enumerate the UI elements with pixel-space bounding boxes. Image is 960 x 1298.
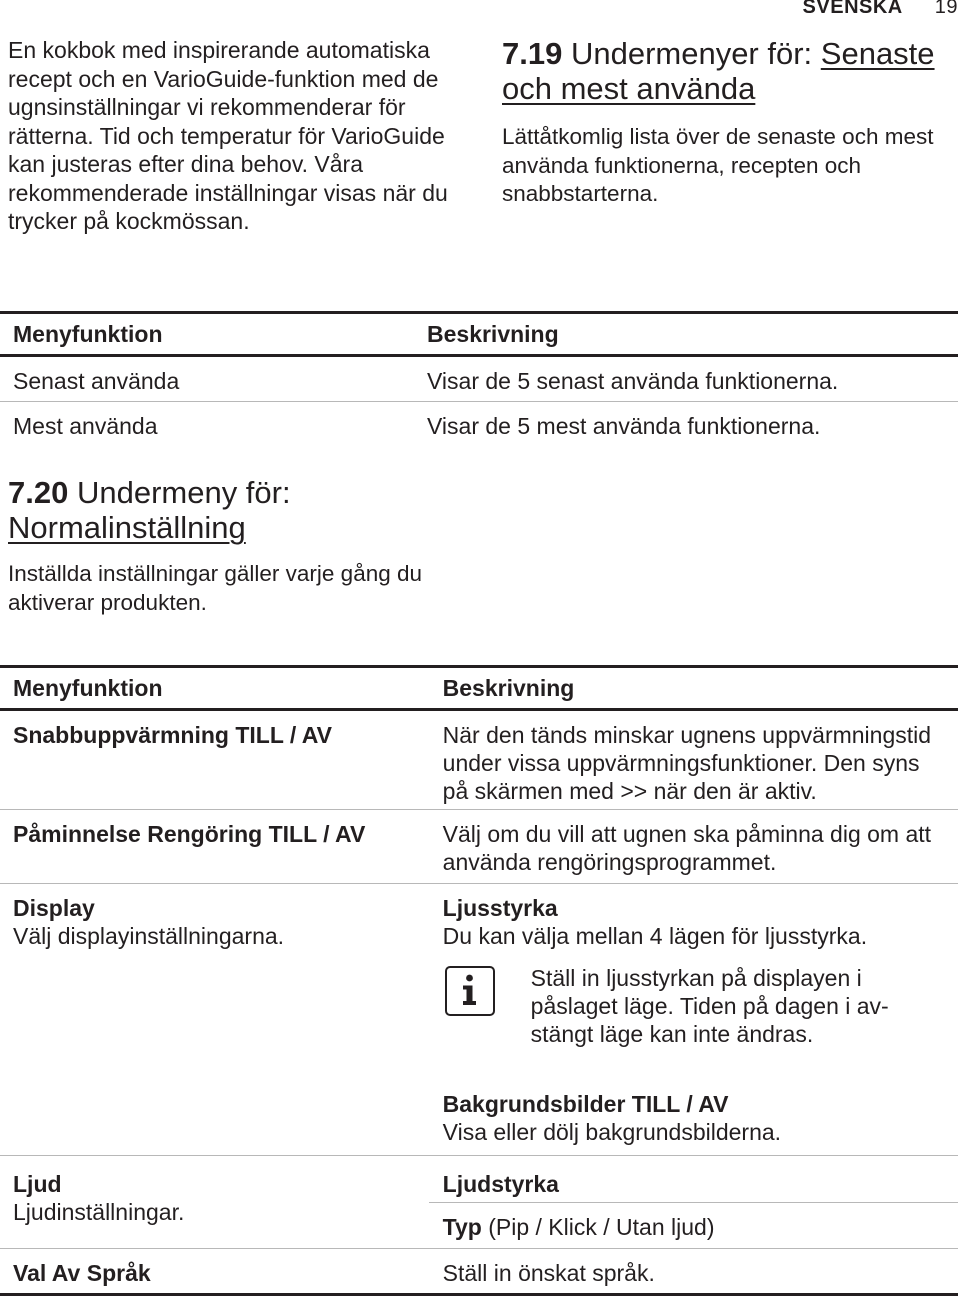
- section-lead-7-19: Lättåtkomlig lista över de senaste och mest använda funktionerna, recepten och snabbstarterna.: [502, 124, 934, 206]
- section-heading-7-20: [8, 475, 468, 545]
- menu-cell: [0, 1156, 429, 1249]
- menu-item-title: Ljud: [13, 1171, 62, 1197]
- table-header-row: [0, 667, 958, 710]
- submenu-table-recent: [0, 311, 958, 448]
- menu-item-description: Ljudinställningar.: [13, 1199, 185, 1225]
- description-cell: Välj om du vill att ugnen ska påminna dig om att använda rengöringsprogrammet.: [429, 810, 958, 884]
- description-cell: [429, 884, 958, 1156]
- section-number: 7.19: [502, 36, 563, 71]
- table-header-row: [0, 313, 958, 356]
- table-row: [0, 356, 958, 402]
- section-title-text: Undermeny för:: [68, 475, 291, 510]
- column-header-description: Beskrivning: [429, 667, 958, 710]
- intro-paragraph: En kokbok med inspirerande automatiska recept och en VarioGuide-funktion med de ugnsinställningar vi rekommenderar för rätterna. Tid och temperatur för VarioGuide kan justeras efter dina behov. Våra rekommenderade inställningar visas när du trycker på kockmössan.: [8, 37, 448, 234]
- menu-cell: Påminnelse Rengöring TILL / AV: [0, 810, 429, 884]
- column-header-menu: Menyfunktion: [0, 313, 413, 356]
- menu-cell: Val Av Språk: [0, 1249, 429, 1295]
- section-number: 7.20: [8, 475, 69, 510]
- section-heading-7-19: [502, 36, 958, 106]
- note-text: Ställ in ljusstyrkan på displayen i påslaget läge. Tiden på dagen i av-stängt läge kan inte ändras.: [530, 965, 889, 1047]
- info-icon: [445, 966, 495, 1016]
- table-row: [0, 402, 958, 448]
- option-title: Ljusstyrka: [442, 895, 558, 921]
- description-cell: När den tänds minskar ugnens uppvärmningstid under vissa uppvärmningsfunktioner. Den syns på skärmen med >> när den är aktiv.: [429, 710, 958, 810]
- table-row: [0, 1249, 958, 1295]
- table-row: [0, 884, 958, 1156]
- option-values: (Pip / Klick / Utan ljud): [481, 1214, 715, 1240]
- option-description: Du kan välja mellan 4 lägen för ljusstyrka.: [442, 923, 868, 949]
- table-row: [0, 710, 958, 810]
- menu-cell: Mest använda: [13, 413, 158, 439]
- menu-cell: Snabbuppvärmning TILL / AV: [0, 710, 429, 810]
- column-header-menu: Menyfunktion: [0, 667, 429, 710]
- header-language: SVENSKA: [802, 0, 903, 18]
- section-lead-7-20: Inställda inställningar gäller varje gång du aktiverar produkten.: [8, 561, 423, 615]
- section-title-link[interactable]: Normalinställning: [8, 510, 246, 545]
- description-cell: [429, 1203, 958, 1249]
- option-title: Bakgrundsbilder TILL / AV: [442, 1091, 729, 1117]
- submenu-table-normal: [0, 665, 958, 1296]
- page-number: 19: [934, 0, 958, 18]
- menu-item-description: Välj displayinställningarna.: [13, 923, 285, 949]
- description-cell: Visar de 5 mest använda funktionerna.: [427, 413, 821, 439]
- page-header: [803, 0, 958, 19]
- menu-cell: [0, 884, 429, 1156]
- description-cell: Ljudstyrka: [429, 1156, 958, 1203]
- description-cell: Ställ in önskat språk.: [429, 1249, 958, 1295]
- menu-item-title: Display: [13, 895, 95, 921]
- option-title: Typ: [442, 1214, 482, 1240]
- menu-cell: Senast använda: [0, 356, 413, 402]
- table-row: [0, 1156, 958, 1203]
- description-cell: Visar de 5 senast använda funktionerna.: [413, 356, 958, 402]
- column-header-description: Beskrivning: [413, 313, 958, 356]
- option-description: Visa eller dölj bakgrundsbilderna.: [442, 1119, 782, 1145]
- section-title-text: Undermenyer för:: [562, 36, 821, 71]
- table-row: [0, 810, 958, 884]
- info-note: [443, 964, 950, 1048]
- section-title-link[interactable]: Senaste och mest använda: [502, 36, 935, 106]
